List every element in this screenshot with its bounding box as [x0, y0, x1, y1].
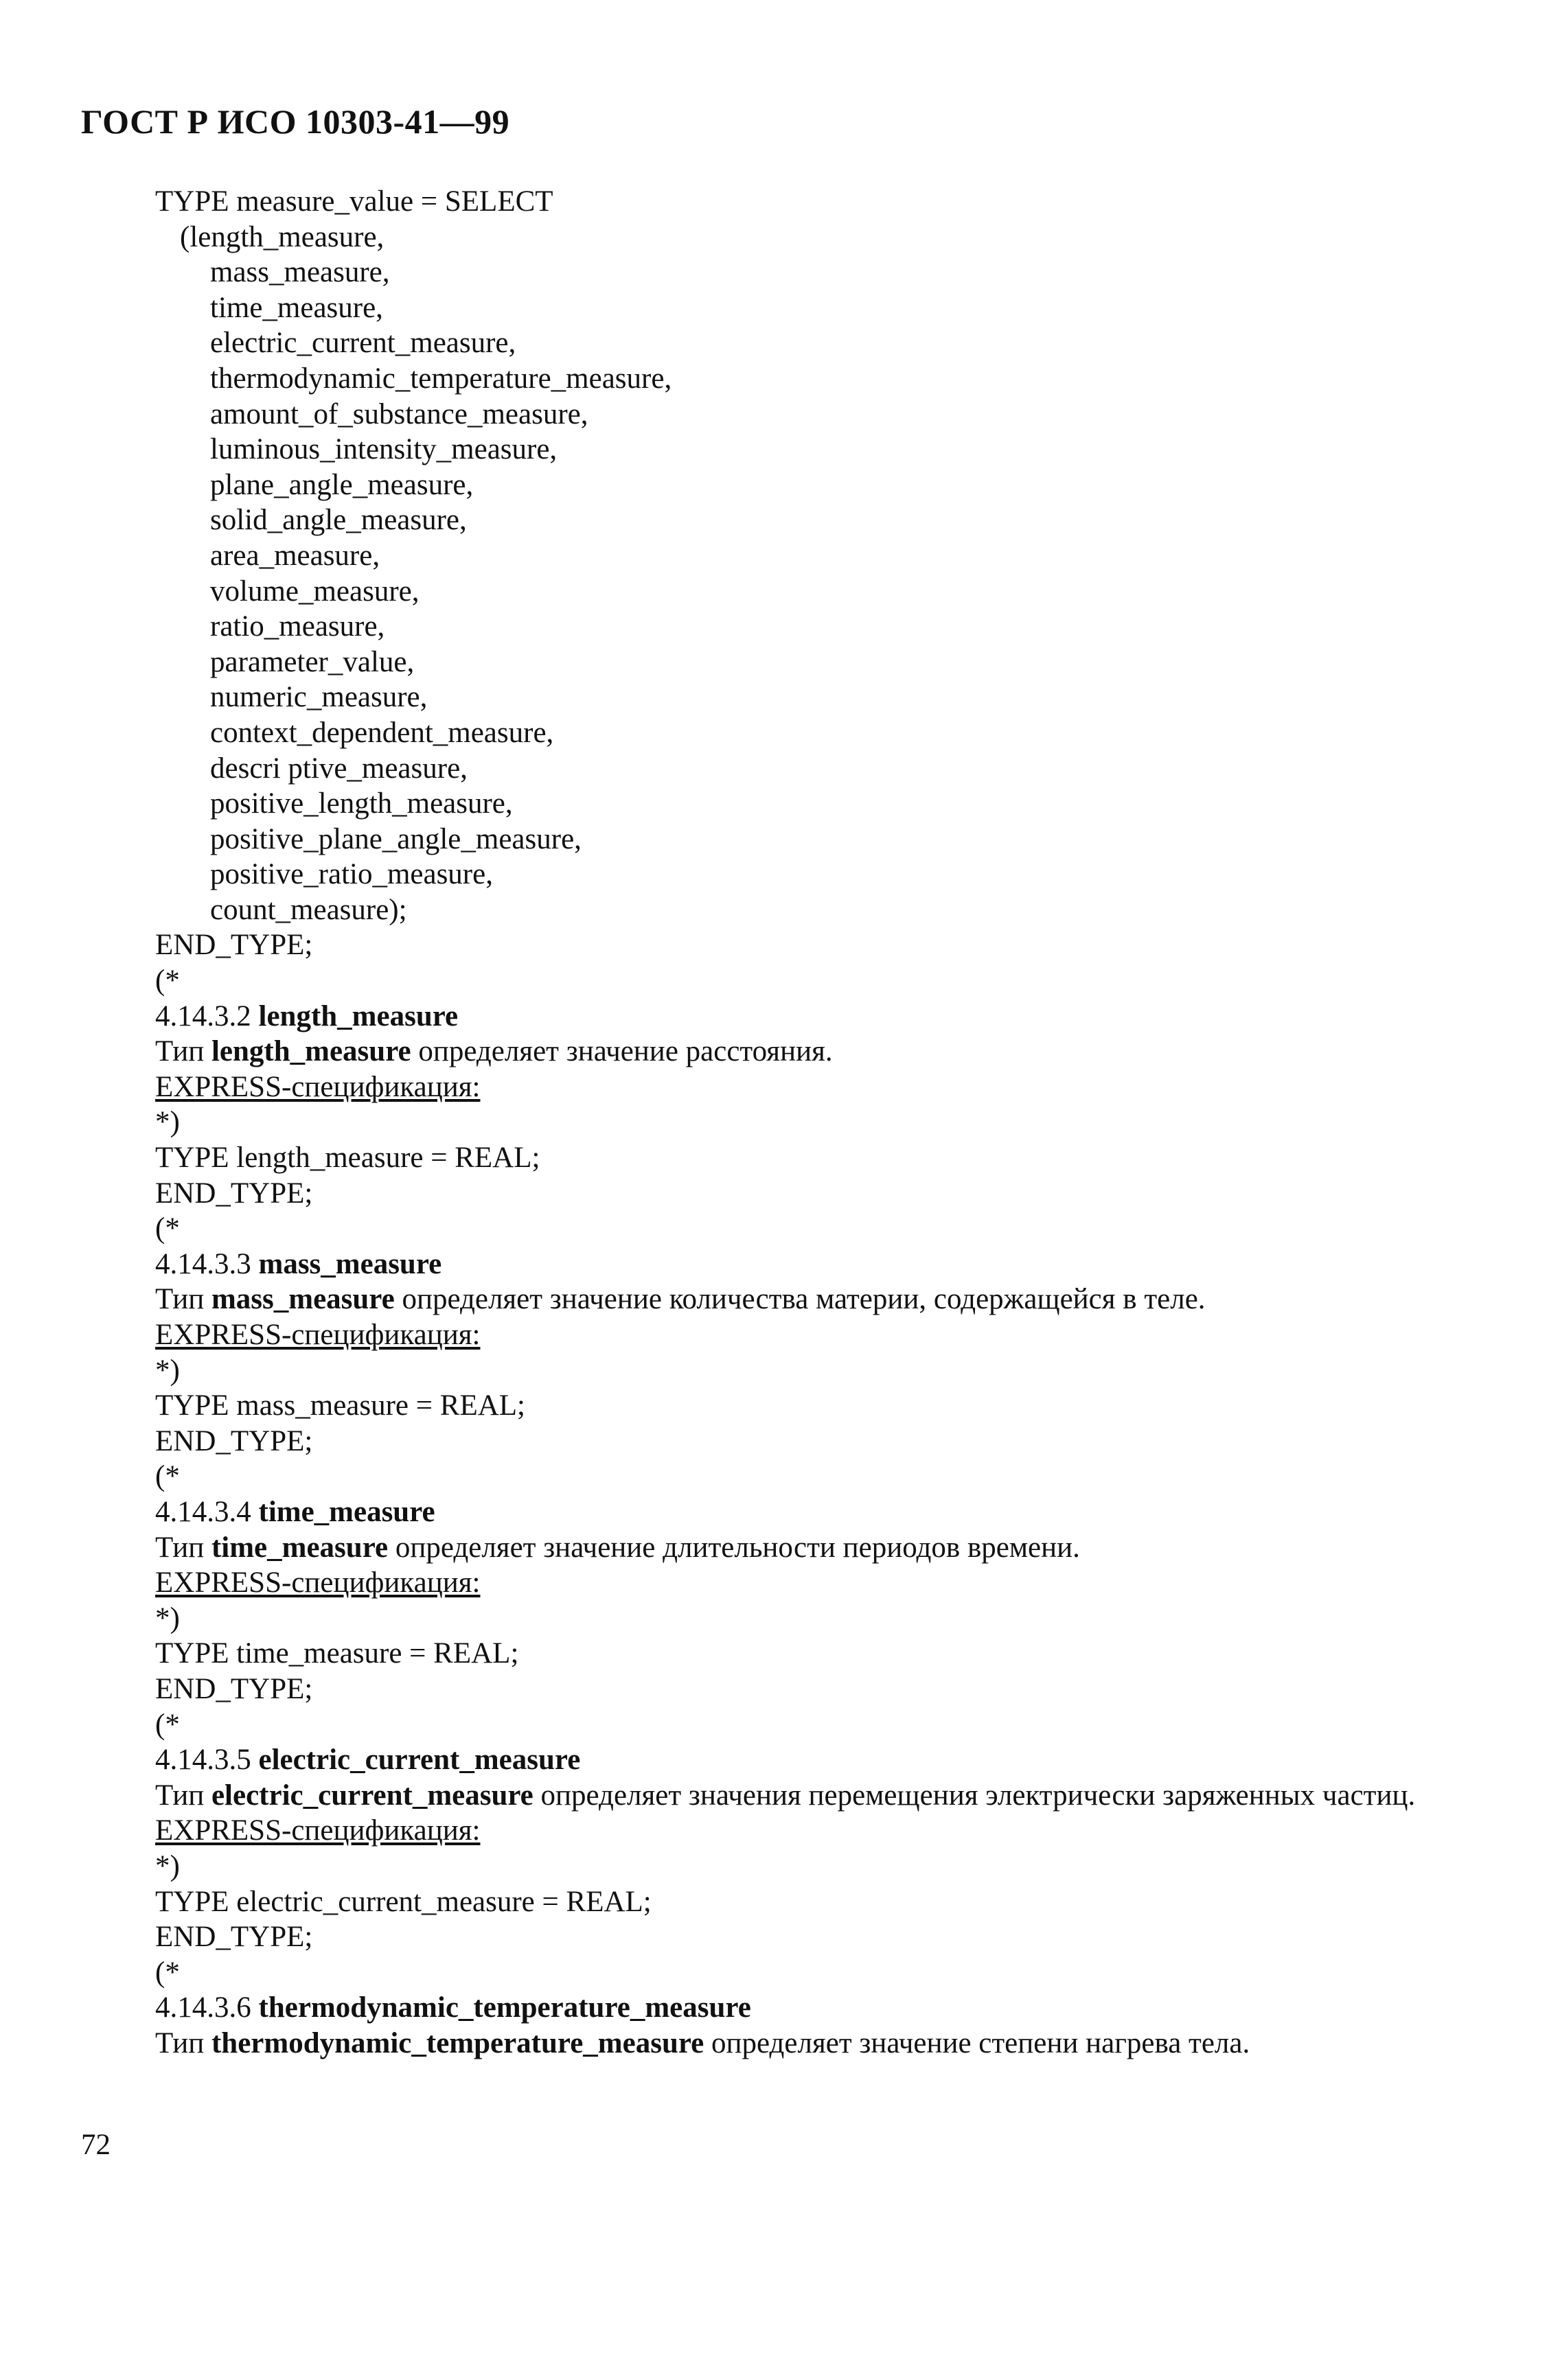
section-mass-measure	[155, 1247, 1515, 1494]
select-item: count_measure);	[210, 893, 407, 926]
page-number: 72	[81, 2129, 111, 2161]
select-item: numeric_measure,	[210, 681, 428, 714]
section-description	[155, 1034, 1515, 1070]
comment-close: *)	[155, 1849, 180, 1882]
type-definition: TYPE time_measure = REAL;	[155, 1637, 519, 1670]
description-text: определяет значение количества материи, содержащейся в теле.	[394, 1283, 1206, 1316]
comment-open: (*	[155, 964, 180, 997]
end-type: END_TYPE;	[155, 1177, 313, 1210]
description-prefix: Тип	[155, 1779, 211, 1812]
end-type: END_TYPE;	[155, 1672, 313, 1705]
end-type: END_TYPE;	[155, 929, 313, 962]
express-spec-label-text: EXPRESS-спецификация:	[155, 1814, 481, 1847]
document-header: ГОСТ Р ИСО 10303-41—99	[81, 102, 510, 141]
description-type-name: mass_measure	[211, 1283, 395, 1316]
section-number: 4.14.3.2	[155, 1000, 259, 1032]
comment-open: (*	[155, 1212, 180, 1245]
description-type-name: time_measure	[211, 1531, 389, 1564]
select-item: parameter_value,	[210, 645, 415, 678]
select-item: context_dependent_measure,	[210, 716, 554, 749]
select-item: luminous_intensity_measure,	[210, 433, 558, 466]
measure-value-select-block	[155, 184, 1515, 999]
description-prefix: Тип	[155, 1035, 211, 1068]
section-title: length_measure	[258, 1000, 459, 1032]
description-text: определяет значение расстояния.	[411, 1035, 833, 1068]
type-definition: TYPE length_measure = REAL;	[155, 1142, 540, 1175]
comment-open: (*	[155, 1956, 180, 1989]
express-spec-label-text: EXPRESS-спецификация:	[155, 1319, 481, 1351]
section-number: 4.14.3.6	[155, 1991, 259, 2024]
select-item: positive_length_measure,	[210, 787, 513, 820]
select-item: area_measure,	[210, 539, 380, 572]
section-number: 4.14.3.5	[155, 1744, 259, 1777]
end-type: END_TYPE;	[155, 1921, 313, 1954]
section-description	[155, 1282, 1515, 1317]
select-item: electric_current_measure,	[210, 327, 516, 360]
section-description	[155, 2026, 1515, 2061]
section-number: 4.14.3.4	[155, 1495, 259, 1528]
section-number: 4.14.3.3	[155, 1247, 259, 1280]
end-type: END_TYPE;	[155, 1424, 313, 1457]
select-item: volume_measure,	[210, 575, 420, 608]
description-type-name: electric_current_measure	[211, 1779, 533, 1812]
select-item: amount_of_substance_measure,	[210, 397, 588, 430]
description-text: определяет значение длительности периодов времени.	[388, 1531, 1080, 1564]
select-item: solid_angle_measure,	[210, 504, 467, 537]
section-title: mass_measure	[258, 1247, 442, 1280]
select-item: positive_ratio_measure,	[210, 858, 493, 891]
comment-open: (*	[155, 1708, 180, 1741]
description-text: определяет значения перемещения электрически заряженных частиц.	[533, 1779, 1416, 1812]
select-item: descri ptive_measure,	[210, 752, 468, 785]
comment-close: *)	[155, 1602, 180, 1634]
select-item: ratio_measure,	[210, 610, 385, 643]
description-text: определяет значение степени нагрева тела.	[704, 2026, 1250, 2059]
section-heading	[155, 999, 1515, 1035]
select-item-list	[155, 255, 1515, 927]
section-description	[155, 1778, 1515, 1814]
section-heading	[155, 1742, 1515, 1778]
express-spec-label	[155, 1070, 1515, 1105]
select-item: plane_angle_measure,	[210, 468, 474, 501]
express-spec-label-text: EXPRESS-спецификация:	[155, 1567, 481, 1599]
section-title: electric_current_measure	[258, 1744, 581, 1777]
type-declaration: TYPE measure_value = SELECT	[155, 185, 553, 218]
express-spec-label	[155, 1317, 1515, 1353]
section-title: time_measure	[258, 1495, 435, 1528]
type-definition: TYPE electric_current_measure = REAL;	[155, 1885, 652, 1918]
comment-open: (*	[155, 1460, 180, 1493]
select-item: time_measure,	[210, 291, 383, 324]
type-definition: TYPE mass_measure = REAL;	[155, 1389, 525, 1422]
section-heading	[155, 1990, 1515, 2026]
section-length-measure	[155, 999, 1515, 1247]
express-spec-label	[155, 1813, 1515, 1849]
select-item: thermodynamic_temperature_measure,	[210, 362, 672, 395]
select-item: mass_measure,	[210, 256, 390, 289]
section-thermodynamic-temperature-measure	[155, 1990, 1515, 2061]
description-type-name: thermodynamic_temperature_measure	[211, 2026, 704, 2059]
description-type-name: length_measure	[211, 1035, 411, 1068]
document-body	[155, 184, 1515, 2061]
express-spec-label	[155, 1565, 1515, 1601]
section-title: thermodynamic_temperature_measure	[258, 1991, 751, 2024]
comment-close: *)	[155, 1106, 180, 1139]
select-item: positive_plane_angle_measure,	[210, 822, 582, 855]
section-description	[155, 1530, 1515, 1566]
comment-close: *)	[155, 1354, 180, 1387]
section-heading	[155, 1494, 1515, 1530]
description-prefix: Тип	[155, 1283, 211, 1316]
section-list	[155, 999, 1515, 1991]
section-heading	[155, 1247, 1515, 1282]
description-prefix: Тип	[155, 1531, 211, 1564]
select-first-item: (length_measure,	[180, 220, 385, 253]
express-spec-label-text: EXPRESS-спецификация:	[155, 1070, 481, 1103]
description-prefix: Тип	[155, 2026, 211, 2059]
section-electric-current-measure	[155, 1742, 1515, 1990]
section-time-measure	[155, 1494, 1515, 1742]
